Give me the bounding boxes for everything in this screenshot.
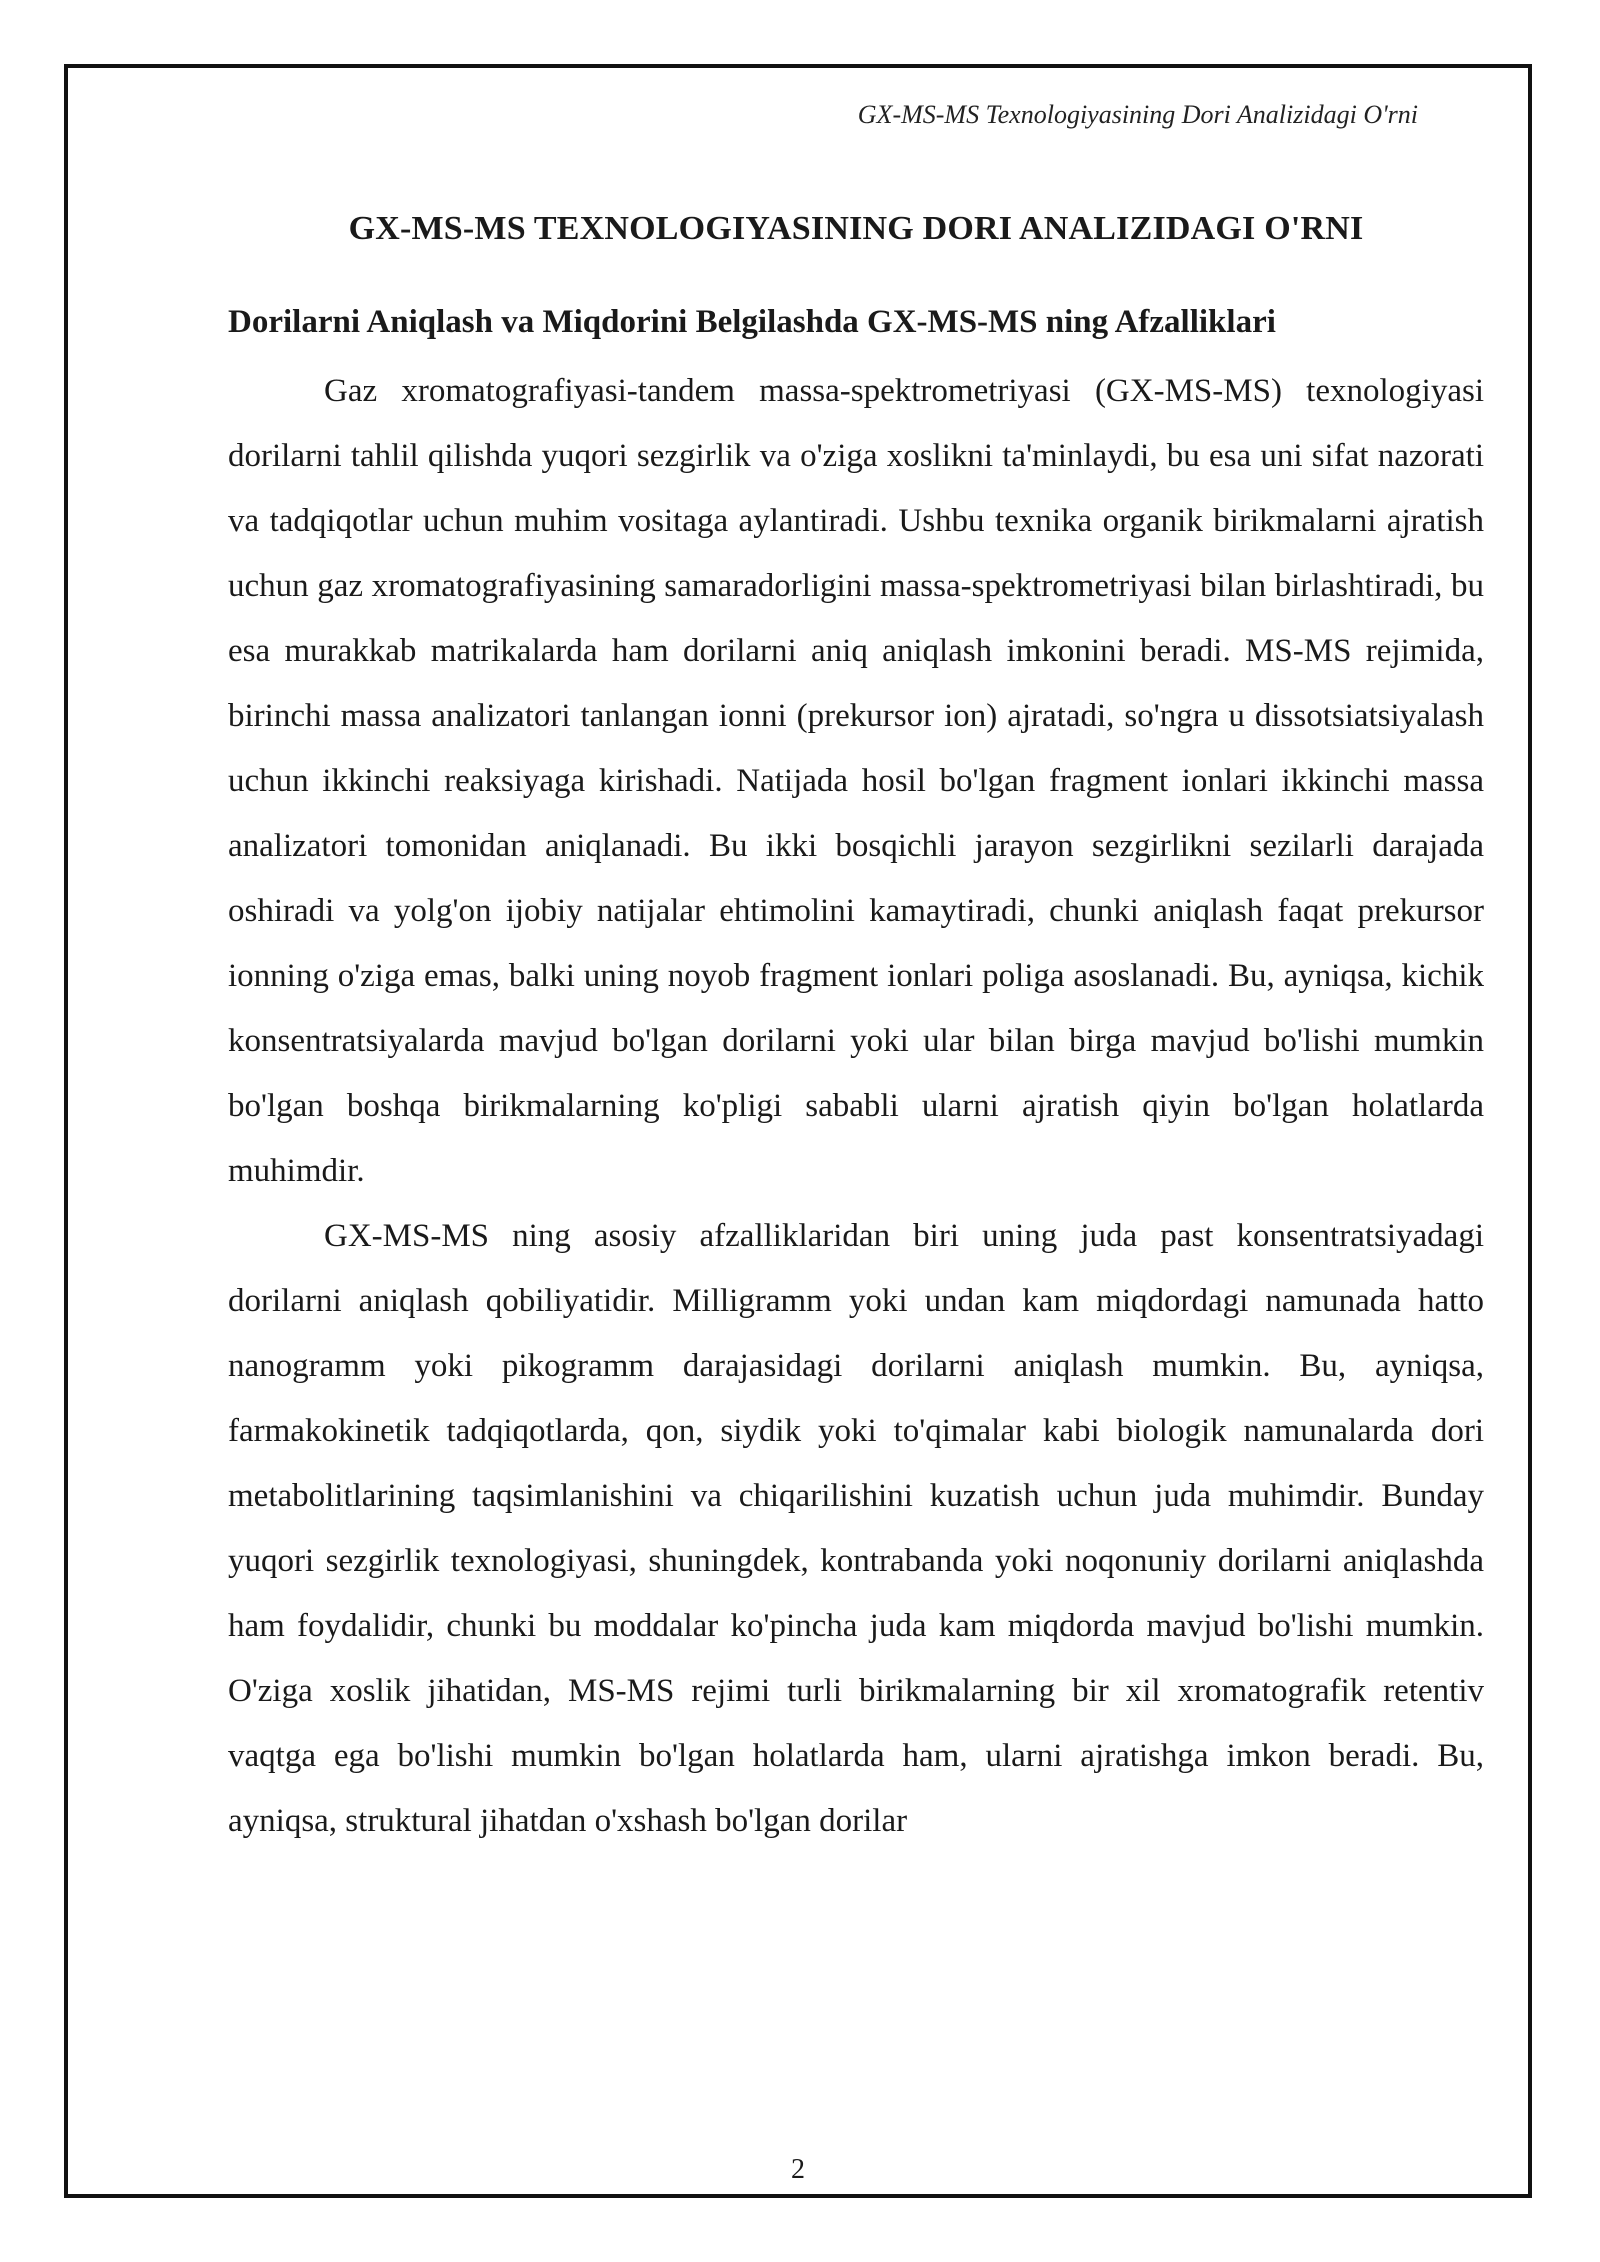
section-heading: Dorilarni Aniqlash va Miqdorini Belgilashda GX-MS-MS ning Afzalliklari	[228, 304, 1276, 340]
running-header: GX-MS-MS Texnologiyasining Dori Analizidagi O'rni	[857, 100, 1418, 129]
document-title: GX-MS-MS TEXNOLOGIYASINING DORI ANALIZIDAGI O'RNI	[348, 210, 1364, 247]
page-frame	[64, 64, 1532, 2198]
body-paragraph-2: GX-MS-MS ning asosiy afzalliklaridan biri uning juda past konsentratsiyadagi dorilarni aniqlash qobiliyatidir. Milligramm yoki undan kam miqdordagi namunada hatto nanogramm yoki pikogramm darajasidagi dorilarni aniqlash mumkin. Bu, ayniqsa, farmakokinetik tadqiqotlarda, qon, siydik yoki to'qimalar kabi biologik namunalarda dori metabolitlarining taqsimlanishini va chiqarilishini kuzatish uchun juda muhimdir. Bunday yuqori sezgirlik texnologiyasi, shuningdek, kontrabanda yoki noqonuniy dorilarni aniqlashda ham foydalidir, chunki bu moddalar ko'pincha juda kam miqdorda mavjud bo'lishi mumkin. O'ziga xoslik jihatidan, MS-MS rejimi turli birikmalarning bir xil xromatografik retentiv vaqtga ega bo'lishi mumkin bo'lgan holatlarda ham, ularni ajratishga imkon beradi. Bu, ayniqsa, struktural jihatdan o'xshash bo'lgan dorilar	[228, 1218, 1484, 1839]
page-number: 2	[791, 2154, 805, 2185]
body-paragraph-1: Gaz xromatografiyasi-tandem massa-spektrometriyasi (GX-MS-MS) texnologiyasi dorilarni tahlil qilishda yuqori sezgirlik va o'ziga xoslikni ta'minlaydi, bu esa uni sifat nazorati va tadqiqotlar uchun muhim vositaga aylantiradi. Ushbu texnika organik birikmalarni ajratish uchun gaz xromatografiyasining samaradorligini massa-spektrometriyasi bilan birlashtiradi, bu esa murakkab matrikalarda ham dorilarni aniq aniqlash imkonini beradi. MS-MS rejimida, birinchi massa analizatori tanlangan ionni (prekursor ion) ajratadi, so'ngra u dissotsiatsiyalash uchun ikkinchi reaksiyaga kirishadi. Natijada hosil bo'lgan fragment ionlari ikkinchi massa analizatori tomonidan aniqlanadi. Bu ikki bosqichli jarayon sezgirlikni sezilarli darajada oshiradi va yolg'on ijobiy natijalar ehtimolini kamaytiradi, chunki aniqlash faqat prekursor ionning o'ziga emas, balki uning noyob fragment ionlari poliga asoslanadi. Bu, ayniqsa, kichik konsentratsiyalarda mavjud bo'lgan dorilarni yoki ular bilan birga mavjud bo'lishi mumkin bo'lgan boshqa birikmalarning ko'pligi sababli ularni ajratish qiyin bo'lgan holatlarda muhimdir.	[228, 373, 1484, 1189]
document-body	[228, 210, 1484, 1854]
